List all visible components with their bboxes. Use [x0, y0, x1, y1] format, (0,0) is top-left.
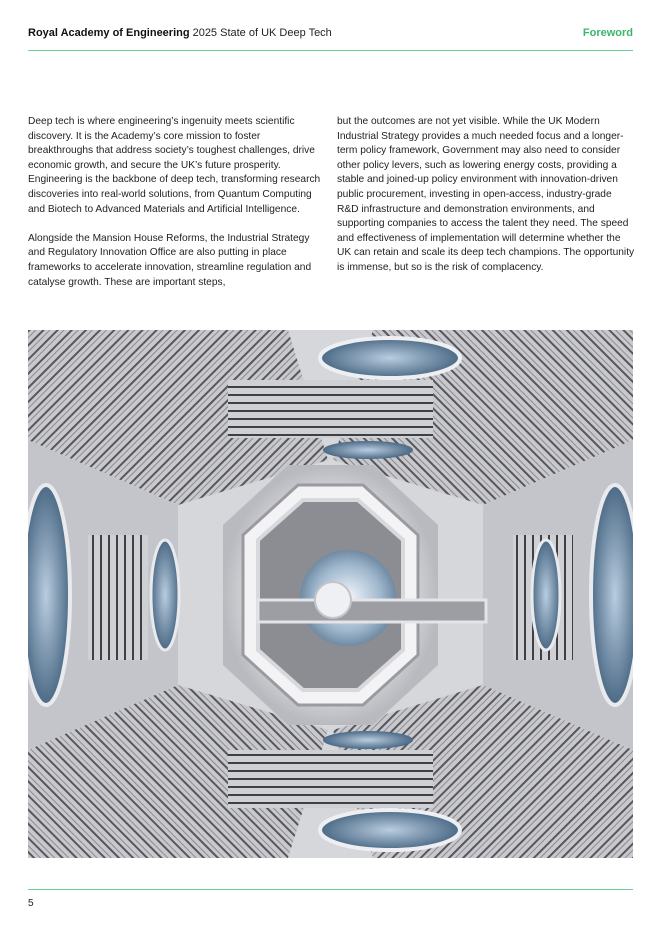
paragraph: but the outcomes are not yet visible. While the UK Modern Industrial Strategy provides a much needed focus and a longer-term policy framework, Government may also need to consider other policy levers, such as lowering energy costs, providing a stable and joined-up policy environment with innovation-driven public procurement, investing in open-access, industry-grade R&D infrastructure and demonstration environments, and supporting companies to access the talent they need. The speed and effectiveness of implementation will determine whether the UK can retain and scale its deep tech champions. The opportunity is immense, but so is the risk of complacency. [337, 116, 635, 273]
paragraph: Alongside the Mansion House Reforms, the Industrial Strategy and Regulatory Innovation Office are also putting in place frameworks to accelerate innovation, streamline regulation and catalyse growth. These are important steps, [28, 232, 312, 288]
header-divider [28, 50, 633, 51]
report-title: 2025 State of UK Deep Tech [192, 27, 332, 39]
text-column-right [337, 115, 635, 290]
running-header [28, 27, 633, 41]
photo-illustration [28, 330, 633, 858]
section-label: Foreword [582, 27, 633, 39]
paragraph: Deep tech is where engineering’s ingenuity meets scientific discovery. It is the Academy’s core mission to foster breakthroughs that address society’s toughest challenges, drive economic growth, and secure the UK’s future prosperity. Engineering is the backbone of deep tech, transforming research discoveries into real-world solutions, from Quantum Computing and Biotech to Advanced Materials and Artificial Intelligence. [28, 116, 321, 215]
organization-name: Royal Academy of Engineering [28, 27, 190, 39]
armoury-ceiling-photo [28, 330, 633, 858]
footer-divider [28, 889, 633, 890]
page-number: 5 [28, 898, 34, 909]
text-column-left [28, 115, 326, 305]
